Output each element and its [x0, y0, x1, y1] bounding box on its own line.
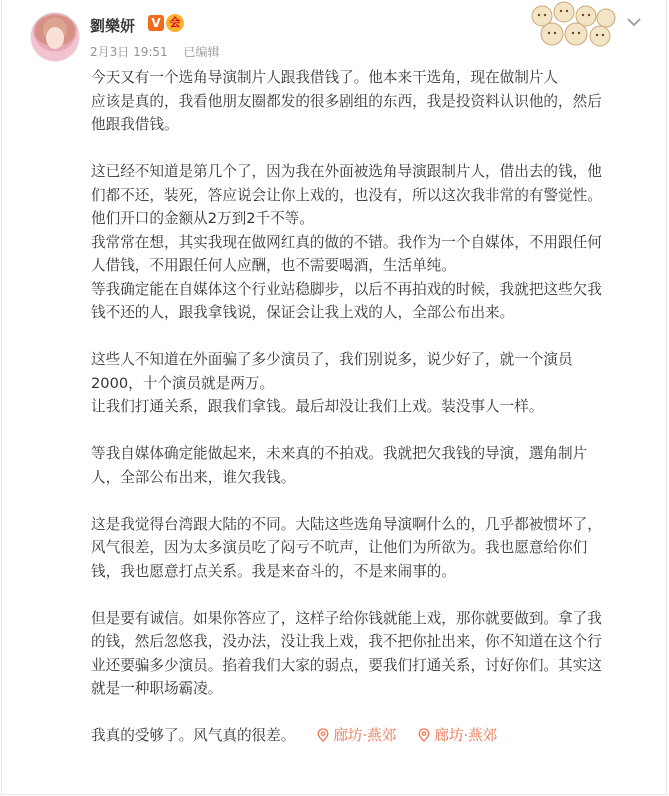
chevron-down-icon: [626, 17, 642, 27]
post-last-line: [91, 724, 647, 748]
post-date[interactable]: 2月3日 19:51: [90, 45, 168, 59]
edited-label: 已编辑: [183, 45, 220, 59]
post-menu-button[interactable]: [622, 8, 646, 32]
location-label: 廊坊·燕郊: [434, 727, 498, 744]
card-decoration-icon: [522, 0, 622, 50]
location-tag[interactable]: [418, 727, 497, 744]
username[interactable]: 劉樂妍: [90, 17, 136, 35]
location-tag[interactable]: [317, 727, 396, 744]
post-closing-text: 我真的受够了。风气真的很差。: [91, 727, 296, 744]
post-paragraph: 这已经不知道是第几个了，因为我在外面被选角导演跟制片人，借出去的钱，他 们都不还，装死，答应说会让你上戏的，也没有，所以这次我非常的有警觉性。 他们开口的金额从2万到2千不等。 我常常在想，其实我现在做网红真的做的不错。我作为一个自媒体，不用跟任何 人借钱，不用跟任何人应酬，也不需要喝酒，生活单纯。 等我确定能在自媒体这个行业站稳脚步，以后不再拍戏的时候，我就把这些欠我 钱不还的人，跟我拿钱说，保证会让我上戏的人，全部公布出来。: [91, 163, 602, 321]
post-card: [1, 0, 667, 795]
verified-icon: V: [148, 15, 164, 31]
post-paragraph: 但是要有诚信。如果你答应了，这样子给你钱就能上戏，那你就要做到。拿了我 的钱，然后忽悠我，没办法，没让我上戏，我不把你扯出来，你不知道在这个行 业还要骗多少演员。掐着我们大家的弱点，要我们打通关系，讨好你们。其实这 就是一种职场霸凌。: [91, 609, 602, 697]
post-paragraph: 这是我觉得台湾跟大陆的不同。大陆这些选角导演啊什么的，几乎都被惯坏了， 风气很差，因为太多演员吃了闷亏不吭声，让他们为所欲为。我也愿意给你们 钱，我也愿意打点关系。我是来奋斗的，不是来闹事的。: [91, 515, 602, 580]
post-paragraph: 等我自媒体确定能做起来，未来真的不拍戏。我就把欠我钱的导演，選角制片 人，全部公布出来，谁欠我钱。: [91, 445, 588, 486]
vip-member-icon[interactable]: 会: [166, 14, 184, 32]
post-paragraph: 今天又有一个选角导演制片人跟我借钱了。他本来干选角，现在做制片人 应该是真的，我看他朋友圈都发的很多剧组的东西，我是投资料认识他的，然后 他跟我借钱。: [91, 69, 602, 133]
post-content: [91, 66, 647, 748]
location-label: 廊坊·燕郊: [333, 727, 397, 744]
location-pin-icon: [317, 728, 329, 742]
post-meta: [90, 43, 232, 60]
avatar[interactable]: [30, 12, 80, 62]
post-paragraph: 这些人不知道在外面骗了多少演员了，我们别说多，说少好了，就一个演员 2000，十个演员就是两万。 让我们打通关系，跟我们拿钱。最后却没让我们上戏。装没事人一样。: [91, 351, 573, 415]
location-pin-icon: [418, 728, 430, 742]
avatar-face: [46, 27, 64, 49]
